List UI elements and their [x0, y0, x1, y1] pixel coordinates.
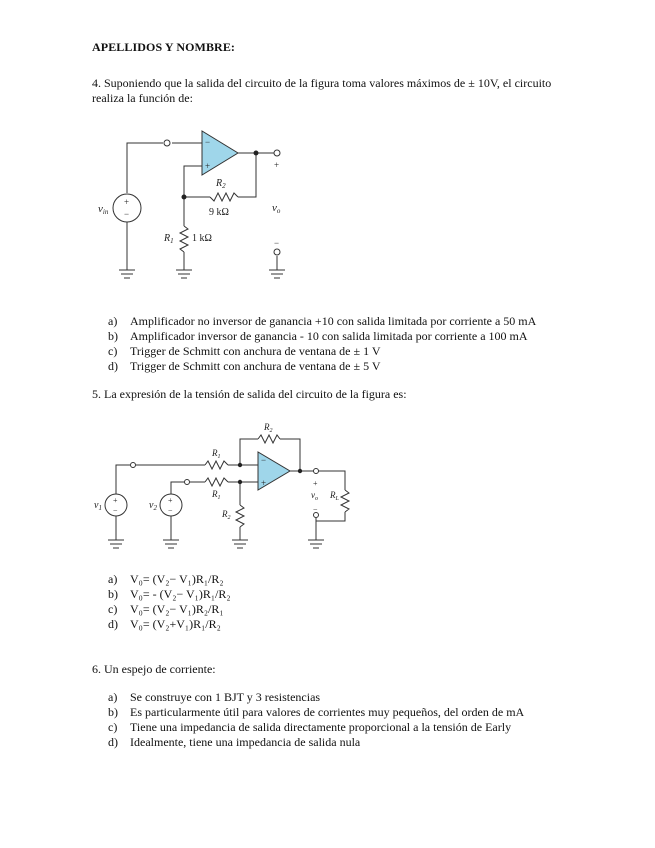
svg-text:R1: [211, 489, 221, 501]
question-5-options: [108, 572, 231, 632]
v2-plus: +: [168, 496, 173, 505]
question-6-prompt: 6. Un espejo de corriente:: [92, 662, 216, 676]
option-5a[interactable]: a) V₀= (V₂− V₁)R₁/R₂: [108, 572, 224, 586]
r1-value: 1 kΩ: [192, 233, 212, 244]
opamp-minus-sign: −: [205, 137, 211, 147]
q5-r2-bottom-label: R: [222, 509, 228, 519]
r1-sub: 1: [170, 237, 174, 245]
vin-label: v: [98, 203, 103, 215]
vo-label: v: [272, 202, 277, 214]
question-6-options: [108, 690, 524, 750]
question-4-prompt: 4. Suponiendo que la salida del circuito de la figura toma valores máximos de ± 10V, el circuito realiza la función de:: [92, 76, 552, 105]
option-5d[interactable]: d) V₀= (V₂+V₁)R₁/R₂: [108, 617, 221, 631]
option-6b[interactable]: b) Es particularmente útil para valores de corrientes muy pequeños, del orden de mA: [108, 705, 525, 719]
question-4-options: [108, 314, 536, 374]
r2-sub: 2: [222, 182, 226, 190]
vo-minus: −: [274, 238, 280, 248]
option-6c[interactable]: c) Tiene una impedancia de salida directamente proporcional a la tensión de Early: [108, 720, 512, 734]
v1-sub: 1: [98, 504, 102, 512]
r2-label: R: [216, 178, 223, 189]
svg-text:R2: [215, 178, 226, 190]
name-field-label: APELLIDOS Y NOMBRE:: [92, 40, 236, 54]
vin-plus: +: [124, 197, 130, 207]
q5-r1-top-sub: 1: [217, 454, 221, 460]
option-5b[interactable]: b) V₀= - (V₂− V₁)R₁/R₂: [108, 587, 231, 601]
svg-text:RL: [329, 490, 340, 502]
v2-sub: 2: [153, 504, 157, 512]
option-4a[interactable]: a) Amplificador no inversor de ganancia +10 con salida limitada por corriente a 50 mA: [108, 314, 537, 328]
svg-text:R1: [163, 233, 174, 245]
v2-minus: −: [168, 506, 173, 515]
svg-text:R2: [221, 509, 231, 521]
v1-plus: +: [113, 496, 118, 505]
q5-r1-top-label: R: [212, 448, 218, 458]
option-5c[interactable]: c) V₀= (V₂− V₁)R₂/R₁: [108, 602, 224, 616]
q5-r1-bottom-label: R: [212, 489, 218, 499]
v2-label: v: [149, 500, 154, 511]
q5-vo-plus: +: [313, 479, 318, 488]
vo-plus: +: [274, 160, 280, 170]
r2-value: 9 kΩ: [209, 207, 229, 218]
q5-vo-label: v: [311, 490, 315, 500]
svg-text:R1: [211, 448, 221, 460]
q5-vo-sub: o: [315, 496, 318, 502]
option-4c[interactable]: c) Trigger de Schmitt con anchura de ventana de ± 1 V: [108, 344, 381, 358]
option-4d[interactable]: d) Trigger de Schmitt con anchura de ventana de ± 5 V: [108, 359, 381, 373]
q5-opamp-minus: −: [261, 455, 267, 465]
option-6d[interactable]: d) Idealmente, tiene una impedancia de salida nula: [108, 735, 361, 749]
q5-r1-bottom-sub: 1: [217, 495, 221, 501]
svg-text:v2: [149, 500, 157, 512]
q5-r2-top-label: R: [264, 422, 270, 432]
opamp-plus-sign: +: [205, 161, 211, 171]
svg-text:vo: [272, 202, 281, 215]
v1-minus: −: [113, 506, 118, 515]
vin-sub: in: [102, 208, 109, 216]
q5-r2-bottom-sub: 2: [227, 515, 231, 521]
svg-text:vin: [98, 203, 109, 216]
r1-label: R: [164, 233, 171, 244]
option-6a[interactable]: a) Se construye con 1 BJT y 3 resistencias: [108, 690, 321, 704]
svg-text:v1: [94, 500, 102, 512]
q5-vo-minus: −: [313, 505, 318, 514]
vo-sub: o: [276, 207, 281, 215]
rl-sub: L: [335, 496, 339, 502]
svg-text:R2: [263, 422, 273, 434]
rl-label: R: [330, 490, 336, 500]
v1-label: v: [94, 500, 99, 511]
q5-r2-top-sub: 2: [269, 428, 273, 434]
q5-opamp-plus: +: [261, 478, 267, 488]
vin-minus: −: [124, 209, 130, 219]
svg-text:vo: [311, 490, 318, 502]
option-4b[interactable]: b) Amplificador inversor de ganancia - 10 con salida limitada por corriente a 100 mA: [108, 329, 528, 343]
question-5-prompt: 5. La expresión de la tensión de salida del circuito de la figura es:: [92, 387, 407, 401]
